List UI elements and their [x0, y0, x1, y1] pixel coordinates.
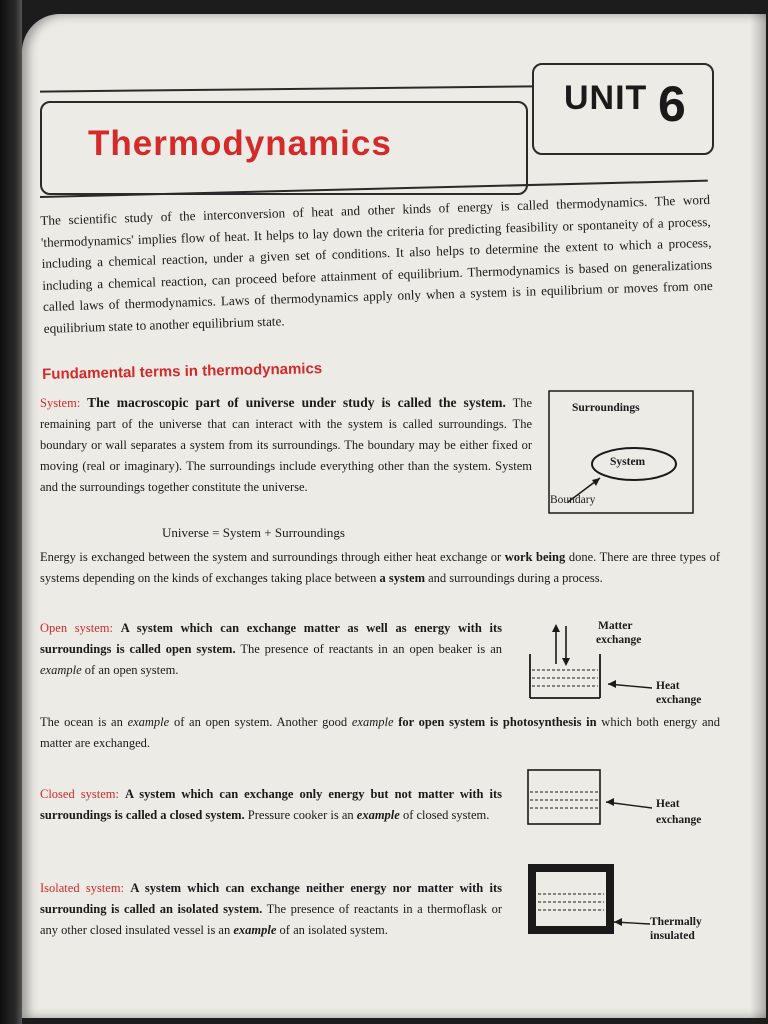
heat-label: Heat	[656, 680, 680, 692]
open-system-example: example	[40, 663, 82, 677]
ocean-example: example	[127, 715, 170, 729]
heat-arrow-head	[608, 680, 616, 688]
energy-text-b: work being	[504, 550, 566, 564]
system-diagram	[548, 390, 694, 514]
insulated-label: insulated	[650, 930, 695, 942]
ocean-text-a: The ocean is an	[40, 715, 123, 729]
closed-system-definition: A system which can exchange only energy but not matter with its surroundings is called a closed system.	[40, 787, 502, 822]
energy-text-c: done. There are three types of systems depending on the kinds of exchanges taking place between	[40, 550, 721, 585]
textbook-page	[22, 14, 766, 1018]
closed-system-term: Closed system:	[40, 787, 119, 801]
closed-system-text-a: Pressure cooker is an	[247, 808, 354, 822]
isolated-system-text-a: The presence of reactants in a thermoflask or any other closed insulated vessel is an	[40, 902, 502, 937]
isolated-system-example: example	[233, 923, 277, 937]
unit-word: UNIT	[564, 79, 648, 117]
open-system-text-a: The presence of reactants in an open beaker is an	[240, 642, 502, 656]
isolated-system-definition: A system which can exchange neither energy nor matter with its surrounding is called an isolated system.	[40, 881, 503, 916]
closed-vessel	[528, 770, 600, 824]
system-label: System	[610, 456, 646, 468]
open-system-term: Open system:	[40, 621, 113, 635]
book-spine	[0, 0, 22, 1024]
surroundings-label: Surroundings	[572, 402, 640, 414]
closed-system-text-b: of closed system.	[402, 808, 490, 822]
energy-paragraph	[40, 547, 720, 589]
isolated-inner	[536, 872, 606, 926]
open-system-paragraph	[40, 618, 502, 681]
system-text: The remaining part of the universe that can interact with the system is called surroundings. The boundary or wall separates a system from its surroundings. The boundary may be either fixed or moving (real or imaginary). The surroundings include everything other than the system. System and the surroundings together constitute the universe.	[40, 396, 532, 494]
isolated-system-text-b: of an isolated system.	[279, 923, 388, 937]
thermally-label: Thermally	[650, 916, 702, 928]
system-term: System:	[40, 396, 81, 410]
energy-text-a: Energy is exchanged between the system and surroundings through either heat exchange or	[40, 550, 502, 564]
page-edge-shadow	[750, 14, 766, 1018]
energy-text-e: and surroundings during a process.	[428, 571, 603, 585]
isolated-system-term: Isolated system:	[40, 881, 125, 895]
ocean-text-c: for open system is photosynthesis in	[398, 715, 597, 729]
ocean-text-b: of an open system. Another good	[173, 715, 348, 729]
heat-exchange-label: exchange	[656, 694, 702, 706]
intro-paragraph: The scientific study of the interconversion of heat and other kinds of energy is called thermodynamics. The word 'thermodynamics' implies flow of heat. It helps to lay down the criteria for predicting feasibility or spontaneity of a process, including a chemical reaction, under a given set of conditions. It also helps to determine the extent to which a process, including a chemical reaction, can proceed before attainment of equilibrium. Thermodynamics is based on generalizations called laws of thermodynamics. Laws of thermodynamics apply only when a system is in equilibrium or moves from one equilibrium state to another equilibrium state.	[40, 191, 713, 336]
open-system-definition: A system which can exchange matter as well as energy with its surroundings is called open system.	[40, 621, 502, 656]
boundary-arrow-head	[592, 478, 600, 486]
system-paragraph	[40, 392, 532, 498]
closed-system-example: example	[356, 808, 400, 822]
isolated-diagram-svg	[522, 860, 702, 940]
energy-text-d: a system	[379, 571, 425, 585]
universe-equation: Universe = System + Surroundings	[162, 525, 345, 540]
unit-badge	[532, 63, 714, 155]
ocean-example-2: example	[351, 715, 394, 729]
insulated-pointer-head	[614, 918, 622, 926]
matter-exchange-label: exchange	[596, 634, 642, 646]
isolated-system-paragraph	[40, 878, 502, 941]
open-system-diagram	[522, 604, 702, 704]
boundary-label: Boundary	[550, 494, 596, 506]
isolated-system-diagram	[522, 860, 702, 940]
title-top-rule	[40, 85, 534, 92]
closed-system-diagram	[522, 768, 702, 834]
open-system-text-b: of an open system.	[84, 663, 179, 677]
closed-heat-arrow-head	[606, 798, 614, 806]
matter-label: Matter	[598, 620, 633, 632]
unit-number: 6	[658, 76, 686, 132]
matter-arrow-up-head	[552, 624, 560, 632]
page-title: Thermodynamics	[88, 124, 392, 163]
section-heading: Fundamental terms in thermodynamics	[42, 360, 323, 383]
matter-arrow-down-head	[562, 658, 570, 666]
system-definition: The macroscopic part of universe under study is called the system.	[87, 395, 506, 410]
ocean-paragraph	[40, 712, 720, 754]
closed-exchange-label: exchange	[656, 814, 702, 826]
ocean-text-d: which both energy and matter are exchanged.	[40, 715, 721, 750]
closed-system-paragraph	[40, 784, 502, 826]
closed-heat-label: Heat	[656, 798, 680, 810]
